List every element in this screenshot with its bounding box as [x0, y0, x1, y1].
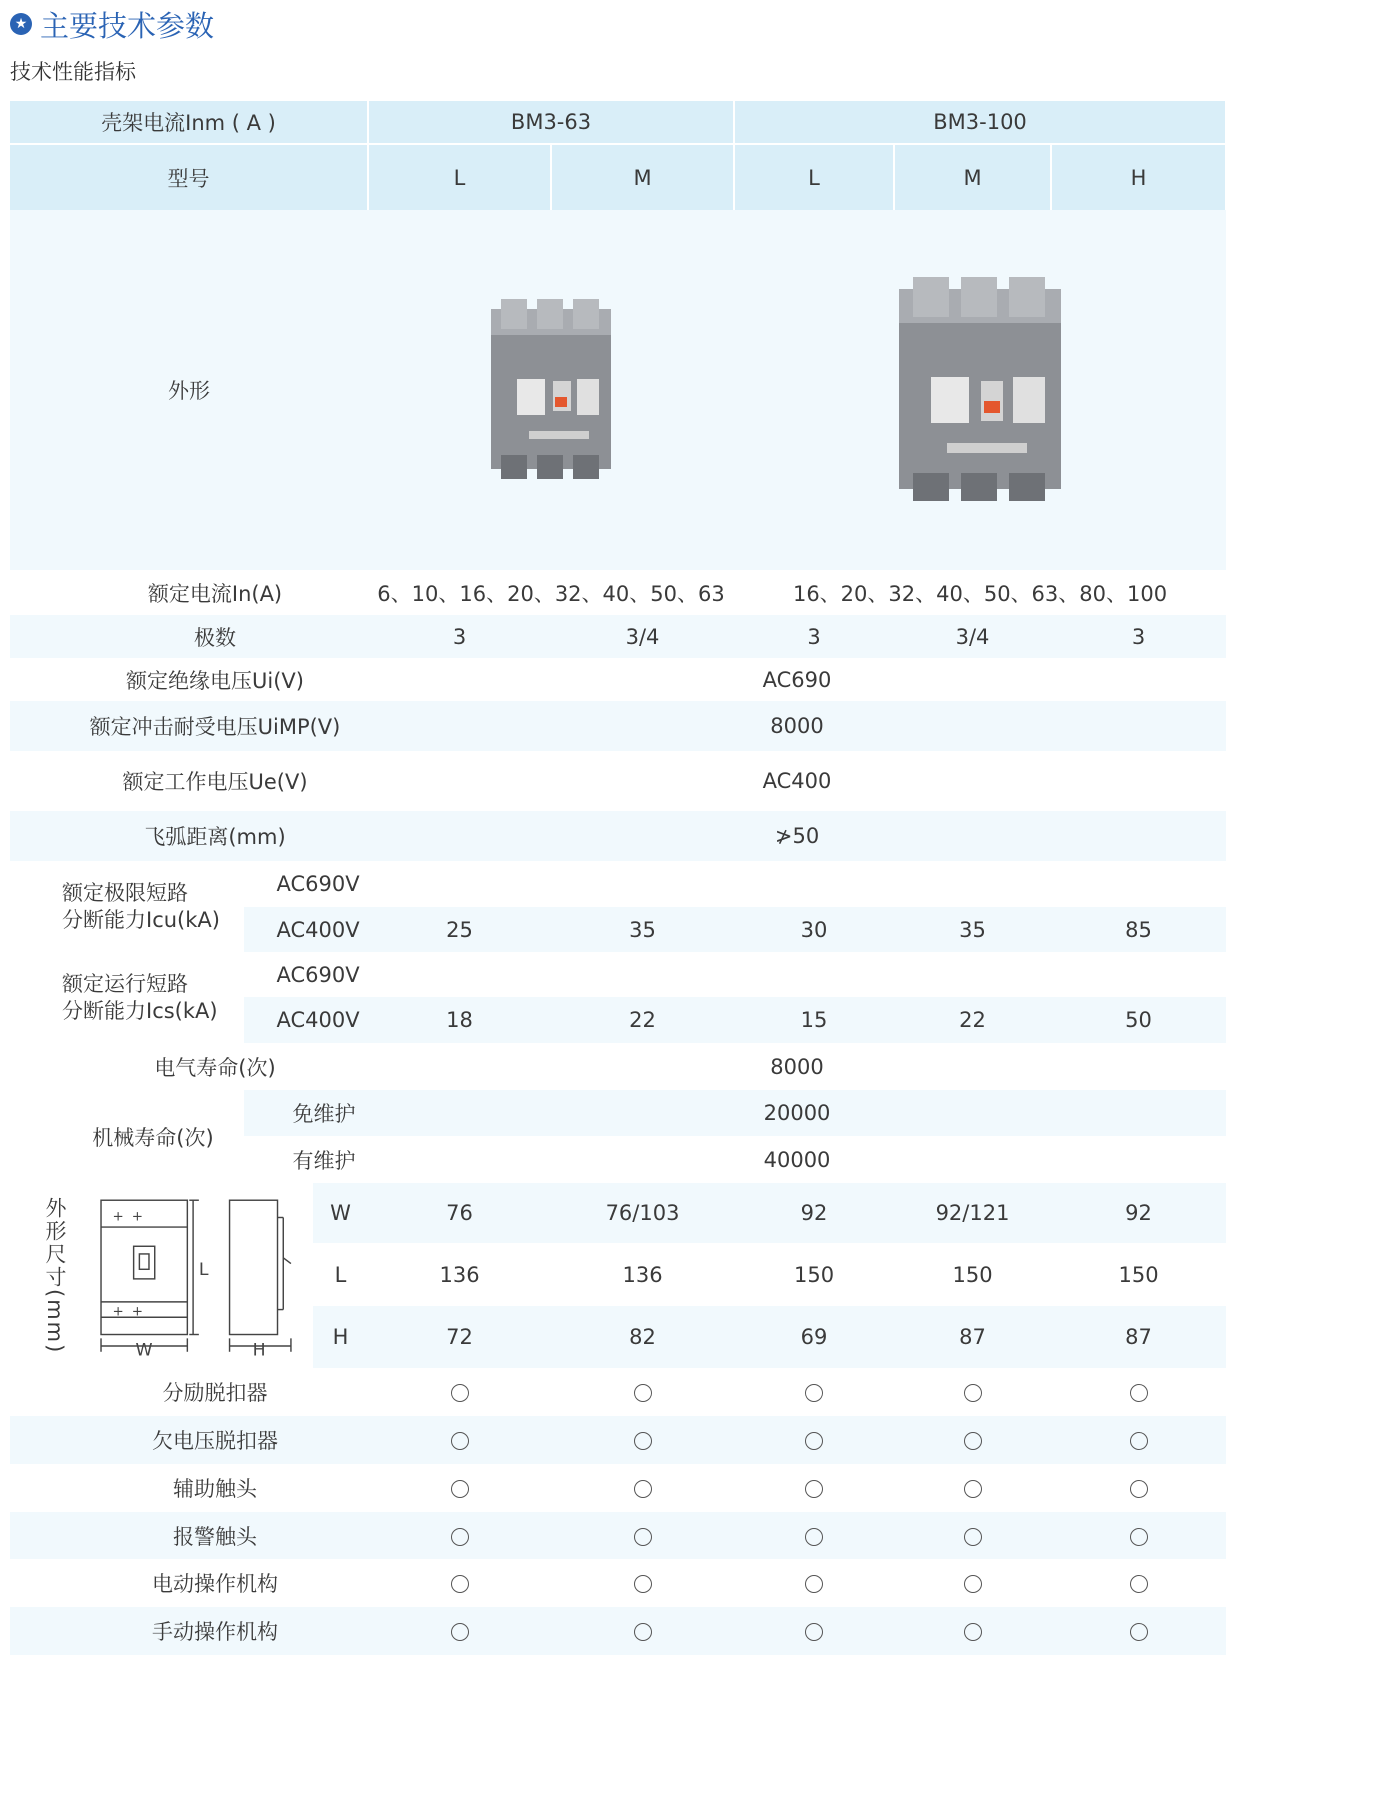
optional-circle-icon: [1130, 1480, 1148, 1498]
operating-voltage-row: [10, 751, 1391, 811]
insulation-voltage-value: AC690: [762, 667, 832, 692]
optional-circle-icon: [805, 1528, 823, 1546]
dimension-cell: 69: [734, 1306, 894, 1368]
operating-voltage-label: 额定工作电压Ue(V): [122, 770, 308, 794]
icu-cell: 30: [734, 907, 894, 952]
page-title-text: 主要技术参数: [40, 8, 215, 43]
accessory-cell: [368, 1607, 551, 1655]
product-image-bm3-100: [734, 210, 1226, 570]
icu-label-line2: 分断能力Icu(kA): [62, 907, 220, 932]
circuit-breaker-icon: [489, 299, 613, 481]
dimension-key: W: [313, 1183, 368, 1243]
optional-circle-icon: [451, 1528, 469, 1546]
accessory-cell: [734, 1368, 894, 1416]
rated-current-bm3-100: 16、20、32、40、50、63、80、100: [792, 581, 1168, 606]
dimension-cell: 150: [793, 1262, 835, 1287]
accessory-row: [10, 1416, 1391, 1464]
poles-cell: 3: [734, 615, 894, 658]
optional-circle-icon: [964, 1528, 982, 1546]
dimension-cell: 92/121: [894, 1183, 1051, 1243]
accessory-cell: [551, 1464, 734, 1512]
optional-circle-icon: [1130, 1623, 1148, 1641]
model-cell: M: [551, 144, 734, 210]
circuit-breaker-icon: [897, 277, 1063, 503]
spec-table: [10, 101, 1391, 1655]
optional-circle-icon: [451, 1575, 469, 1593]
ics-label: [10, 952, 244, 1043]
accessory-cell: [551, 1416, 734, 1464]
optional-circle-icon: [634, 1528, 652, 1546]
optional-circle-icon: [451, 1432, 469, 1450]
accessory-cell: [894, 1464, 1051, 1512]
dimension-cell: 150: [1118, 1262, 1159, 1287]
optional-circle-icon: [1130, 1575, 1148, 1593]
rated-current-bm3-63: 6、10、16、20、32、40、50、63: [377, 581, 725, 606]
impulse-voltage-label: 额定冲击耐受电压UiMP(V): [10, 701, 368, 751]
accessory-row: [10, 1368, 1391, 1416]
dimension-cell: 72: [368, 1306, 551, 1368]
dimension-label: 外形尺寸(mm): [43, 1196, 67, 1355]
optional-circle-icon: [634, 1384, 652, 1402]
mechanical-life-label: 机械寿命(次): [10, 1090, 244, 1183]
icu-label: [10, 861, 244, 952]
poles-label: 极数: [10, 615, 368, 658]
arc-distance-label: 飞弧距离(mm): [10, 811, 368, 861]
optional-circle-icon: [964, 1480, 982, 1498]
dimension-cell: 92: [734, 1183, 894, 1243]
ics-row-ac690: [10, 952, 1391, 997]
icu-label-line1: 额定极限短路: [62, 881, 188, 906]
poles-cell: 3: [1051, 615, 1226, 658]
ics-cell: 22: [894, 997, 1051, 1043]
dimension-cell: 87: [1051, 1306, 1226, 1368]
frame-bm3-100: BM3-100: [734, 101, 1226, 144]
accessory-cell: [1051, 1512, 1226, 1559]
product-image-bm3-63: [368, 210, 734, 570]
ics-cell: 22: [551, 997, 734, 1043]
ics-ac400-label: AC400V: [244, 997, 368, 1043]
accessories-section: [10, 1368, 1391, 1655]
optional-circle-icon: [451, 1480, 469, 1498]
model-cell: M: [894, 144, 1051, 210]
dimension-cell: 136: [622, 1262, 663, 1287]
accessory-cell: [734, 1559, 894, 1607]
accessory-cell: [551, 1512, 734, 1559]
optional-circle-icon: [805, 1432, 823, 1450]
optional-circle-icon: [634, 1480, 652, 1498]
icu-cell: 35: [551, 907, 734, 952]
accessory-cell: [1051, 1368, 1226, 1416]
dimension-cell: 150: [952, 1262, 993, 1287]
optional-circle-icon: [964, 1623, 982, 1641]
electrical-life-value: 8000: [770, 1054, 824, 1079]
ics-label-line2: 分断能力Ics(kA): [62, 998, 218, 1023]
appearance-row: [10, 210, 1391, 570]
impulse-voltage-row: [10, 701, 1391, 751]
accessory-cell: [551, 1607, 734, 1655]
icu-cell: 25: [368, 907, 551, 952]
ics-ac690-label: AC690V: [276, 962, 360, 987]
maintenance-value: 40000: [763, 1147, 831, 1172]
no-maintenance-label: 免维护: [244, 1090, 368, 1136]
maintenance-label: 有维护: [292, 1148, 356, 1173]
impulse-voltage-value: 8000: [368, 701, 1226, 751]
poles-cell: 3/4: [551, 615, 734, 658]
accessory-cell: [734, 1416, 894, 1464]
dimension-row: [10, 1183, 1391, 1243]
accessory-row: [10, 1559, 1391, 1607]
ics-cell: 50: [1051, 997, 1226, 1043]
diagram-l-label: L: [198, 1259, 209, 1280]
optional-circle-icon: [1130, 1432, 1148, 1450]
poles-row: [10, 615, 1391, 658]
accessory-label: 电动操作机构: [152, 1572, 278, 1596]
star-circle-icon: ★: [10, 13, 32, 35]
svg-text:+: +: [131, 1208, 143, 1224]
header-row-frame: [10, 101, 1391, 144]
accessory-row: [10, 1464, 1391, 1512]
accessory-cell: [1051, 1607, 1226, 1655]
accessory-cell: [551, 1368, 734, 1416]
dimension-cell: 136: [439, 1262, 480, 1287]
optional-circle-icon: [634, 1432, 652, 1450]
optional-circle-icon: [1130, 1384, 1148, 1402]
optional-circle-icon: [805, 1575, 823, 1593]
accessory-cell: [894, 1607, 1051, 1655]
accessory-cell: [551, 1559, 734, 1607]
accessory-cell: [894, 1512, 1051, 1559]
svg-text:+: +: [131, 1303, 143, 1319]
optional-circle-icon: [805, 1623, 823, 1641]
poles-cell: 3/4: [894, 615, 1051, 658]
model-cell: L: [368, 144, 551, 210]
optional-circle-icon: [451, 1623, 469, 1641]
accessory-cell: [734, 1607, 894, 1655]
icu-ac690-label: AC690V: [276, 872, 360, 896]
dimension-cell: 87: [894, 1306, 1051, 1368]
page-title: [10, 6, 214, 42]
optional-circle-icon: [805, 1480, 823, 1498]
poles-cell: 3: [368, 615, 551, 658]
header-row-model: [10, 144, 1391, 210]
accessory-row: [10, 1512, 1391, 1559]
icu-cell: 35: [894, 907, 1051, 952]
model-cell: H: [1051, 144, 1226, 210]
electrical-life-label: 电气寿命(次): [154, 1055, 276, 1080]
accessory-cell: [368, 1464, 551, 1512]
accessory-cell: [894, 1368, 1051, 1416]
accessory-cell: [368, 1512, 551, 1559]
optional-circle-icon: [634, 1623, 652, 1641]
page-subtitle: 技术性能指标: [10, 60, 136, 84]
accessory-label: 手动操作机构: [10, 1607, 368, 1655]
dimension-cell: 76: [368, 1183, 551, 1243]
svg-text:+: +: [112, 1208, 124, 1224]
optional-circle-icon: [634, 1575, 652, 1593]
diagram-h-label: H: [252, 1340, 266, 1361]
dimension-diagram: [78, 1191, 313, 1361]
icu-row-ac690: [10, 861, 1391, 907]
accessory-cell: [368, 1416, 551, 1464]
model-label: 型号: [10, 144, 368, 210]
optional-circle-icon: [1130, 1528, 1148, 1546]
accessory-label: 报警触头: [10, 1512, 368, 1559]
no-maintenance-value: 20000: [368, 1090, 1226, 1136]
accessory-cell: [368, 1368, 551, 1416]
ics-cell: 15: [734, 997, 894, 1043]
frame-current-label: 壳架电流Inm ( A ): [10, 101, 368, 144]
dimension-cell: 92: [1051, 1183, 1226, 1243]
svg-text:+: +: [112, 1303, 124, 1319]
arc-distance-row: [10, 811, 1391, 861]
insulation-voltage-label: 额定绝缘电压Ui(V): [126, 668, 304, 693]
rated-current-row: [10, 570, 1391, 615]
optional-circle-icon: [964, 1384, 982, 1402]
dimension-cell: 82: [551, 1306, 734, 1368]
operating-voltage-value: AC400: [762, 769, 832, 793]
accessory-label: 欠电压脱扣器: [10, 1416, 368, 1464]
electrical-life-row: [10, 1043, 1391, 1090]
accessory-cell: [368, 1559, 551, 1607]
icu-cell: 85: [1051, 907, 1226, 952]
accessory-label: 分励脱扣器: [162, 1381, 268, 1405]
model-cell: L: [734, 144, 894, 210]
appearance-label: 外形: [10, 210, 368, 570]
ics-label-line1: 额定运行短路: [62, 972, 188, 997]
accessory-cell: [734, 1512, 894, 1559]
optional-circle-icon: [805, 1384, 823, 1402]
arc-distance-value: ≯50: [368, 811, 1226, 861]
accessory-cell: [1051, 1416, 1226, 1464]
accessory-cell: [734, 1464, 894, 1512]
dimension-key: H: [313, 1306, 368, 1368]
dimension-diagram-cell: [10, 1183, 313, 1368]
diagram-w-label: W: [135, 1340, 153, 1361]
insulation-voltage-row: [10, 658, 1391, 701]
optional-circle-icon: [964, 1432, 982, 1450]
accessory-row: [10, 1607, 1391, 1655]
accessory-cell: [894, 1416, 1051, 1464]
accessory-label: 辅助触头: [173, 1477, 257, 1501]
dimension-key: L: [334, 1262, 347, 1287]
accessory-cell: [1051, 1464, 1226, 1512]
icu-ac400-label: AC400V: [244, 907, 368, 952]
dimension-cell: 76/103: [551, 1183, 734, 1243]
optional-circle-icon: [451, 1384, 469, 1402]
accessory-cell: [894, 1559, 1051, 1607]
frame-bm3-63: BM3-63: [368, 101, 734, 144]
rated-current-label: 额定电流In(A): [147, 581, 283, 606]
mechanical-life-row-no-maint: [10, 1090, 1391, 1136]
ics-cell: 18: [368, 997, 551, 1043]
accessory-cell: [1051, 1559, 1226, 1607]
optional-circle-icon: [964, 1575, 982, 1593]
